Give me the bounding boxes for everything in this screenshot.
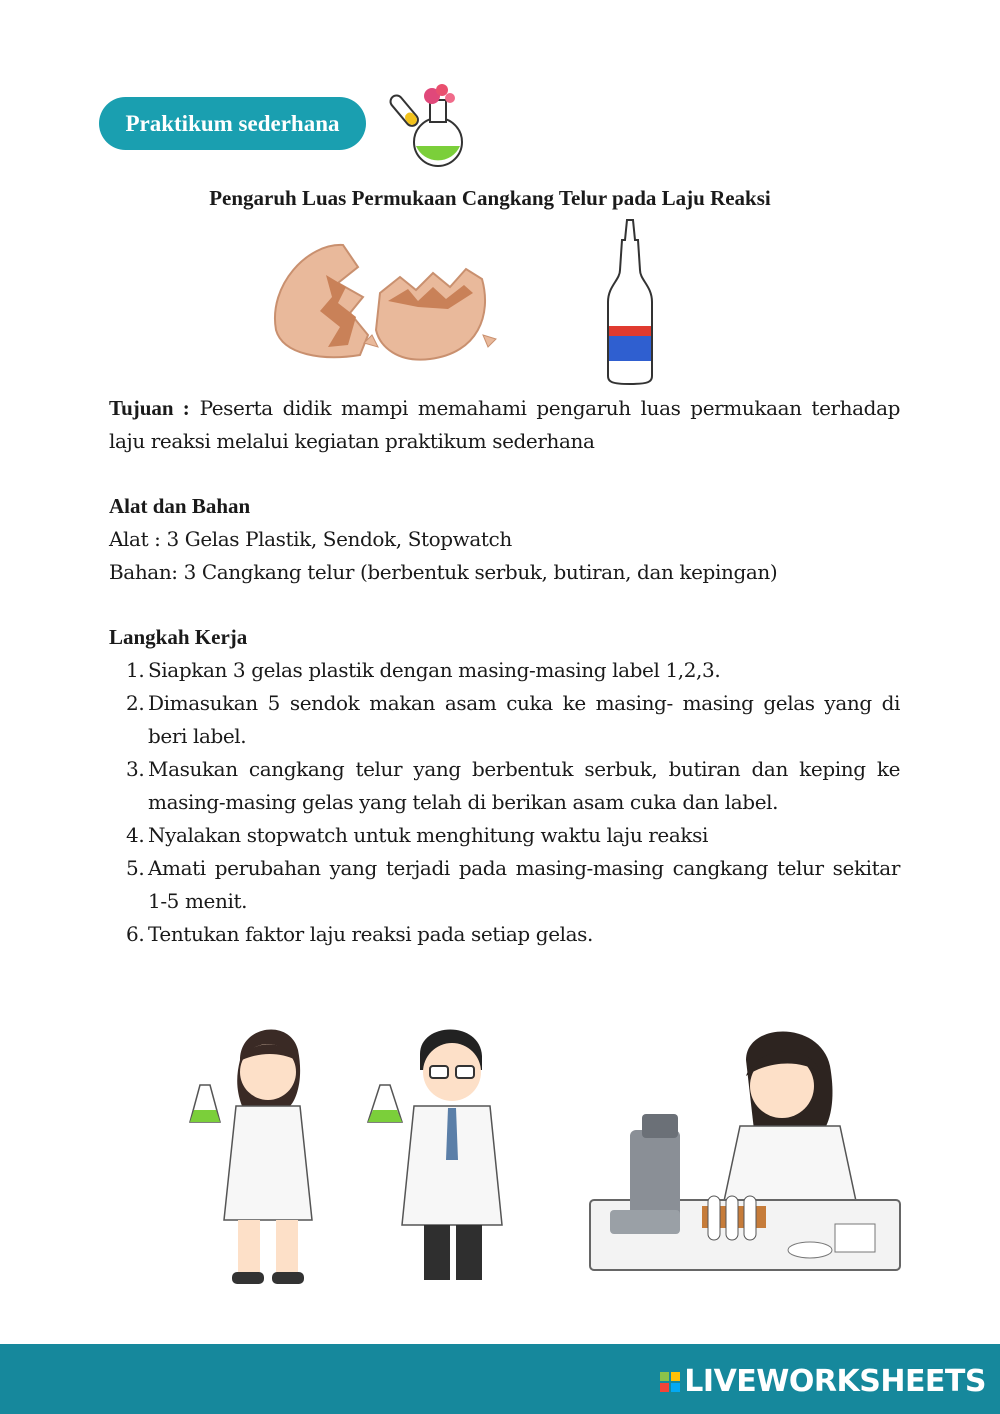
- section-badge-label: Praktikum sederhana: [125, 110, 340, 136]
- lab-scene-image: [590, 1031, 900, 1270]
- scientist-woman-image: [190, 1029, 312, 1284]
- step-text: Nyalakan stopwatch untuk menghitung waktu laju reaksi: [148, 823, 708, 847]
- footer-bar: [0, 1344, 1000, 1414]
- step-text: Siapkan 3 gelas plastik dengan masing-masing label 1,2,3.: [148, 658, 721, 682]
- bahan-line: Bahan: 3 Cangkang telur (berbentuk serbuk, butiran, dan kepingan): [109, 560, 778, 584]
- list-item: [126, 852, 900, 918]
- tujuan-label: Tujuan :: [109, 396, 190, 420]
- chemistry-flask-icon: [380, 80, 480, 170]
- list-item: [126, 753, 900, 819]
- step-number: 4.: [126, 823, 145, 847]
- liveworksheets-brand: LIVEWORKSHEETS: [684, 1364, 986, 1399]
- liveworksheets-logo[interactable]: [660, 1364, 986, 1399]
- list-item: [126, 654, 900, 687]
- scientists-illustration: [180, 1010, 910, 1295]
- step-number: 1.: [126, 658, 145, 682]
- step-number: 6.: [126, 922, 145, 946]
- list-item: [126, 918, 900, 951]
- step-number: 2.: [126, 691, 145, 715]
- alat-line: Alat : 3 Gelas Plastik, Sendok, Stopwatch: [109, 527, 512, 551]
- liveworksheets-icon: [660, 1372, 680, 1392]
- step-text: Dimasukan 5 sendok makan asam cuka ke masing- masing gelas yang di beri label.: [148, 691, 900, 748]
- step-number: 5.: [126, 856, 145, 880]
- step-list: [126, 654, 900, 951]
- step-text: Tentukan faktor laju reaksi pada setiap gelas.: [148, 922, 593, 946]
- scientist-man-image: [368, 1030, 502, 1281]
- list-item: [126, 819, 900, 852]
- list-item: [126, 687, 900, 753]
- step-text: Masukan cangkang telur yang berbentuk serbuk, butiran dan keping ke masing-masing gelas yang telah di berikan asam cuka dan label.: [148, 757, 900, 814]
- section-badge: [99, 97, 366, 150]
- langkah-heading-wrap: [109, 621, 900, 654]
- alat-bahan-section: [109, 490, 900, 589]
- broken-eggshell-image: [268, 235, 508, 375]
- tujuan-text: Peserta didik mampi memahami pengaruh luas permukaan terhadap laju reaksi melalui kegiatan praktikum sederhana: [109, 396, 901, 453]
- page-title: Pengaruh Luas Permukaan Cangkang Telur pada Laju Reaksi: [209, 186, 771, 210]
- tujuan-paragraph: [109, 392, 900, 458]
- step-text: Amati perubahan yang terjadi pada masing-masing cangkang telur sekitar 1-5 menit.: [148, 856, 900, 913]
- alat-bahan-heading: Alat dan Bahan: [109, 494, 251, 518]
- step-number: 3.: [126, 757, 145, 781]
- langkah-heading: Langkah Kerja: [109, 625, 248, 649]
- vinegar-bottle-image: [600, 218, 660, 388]
